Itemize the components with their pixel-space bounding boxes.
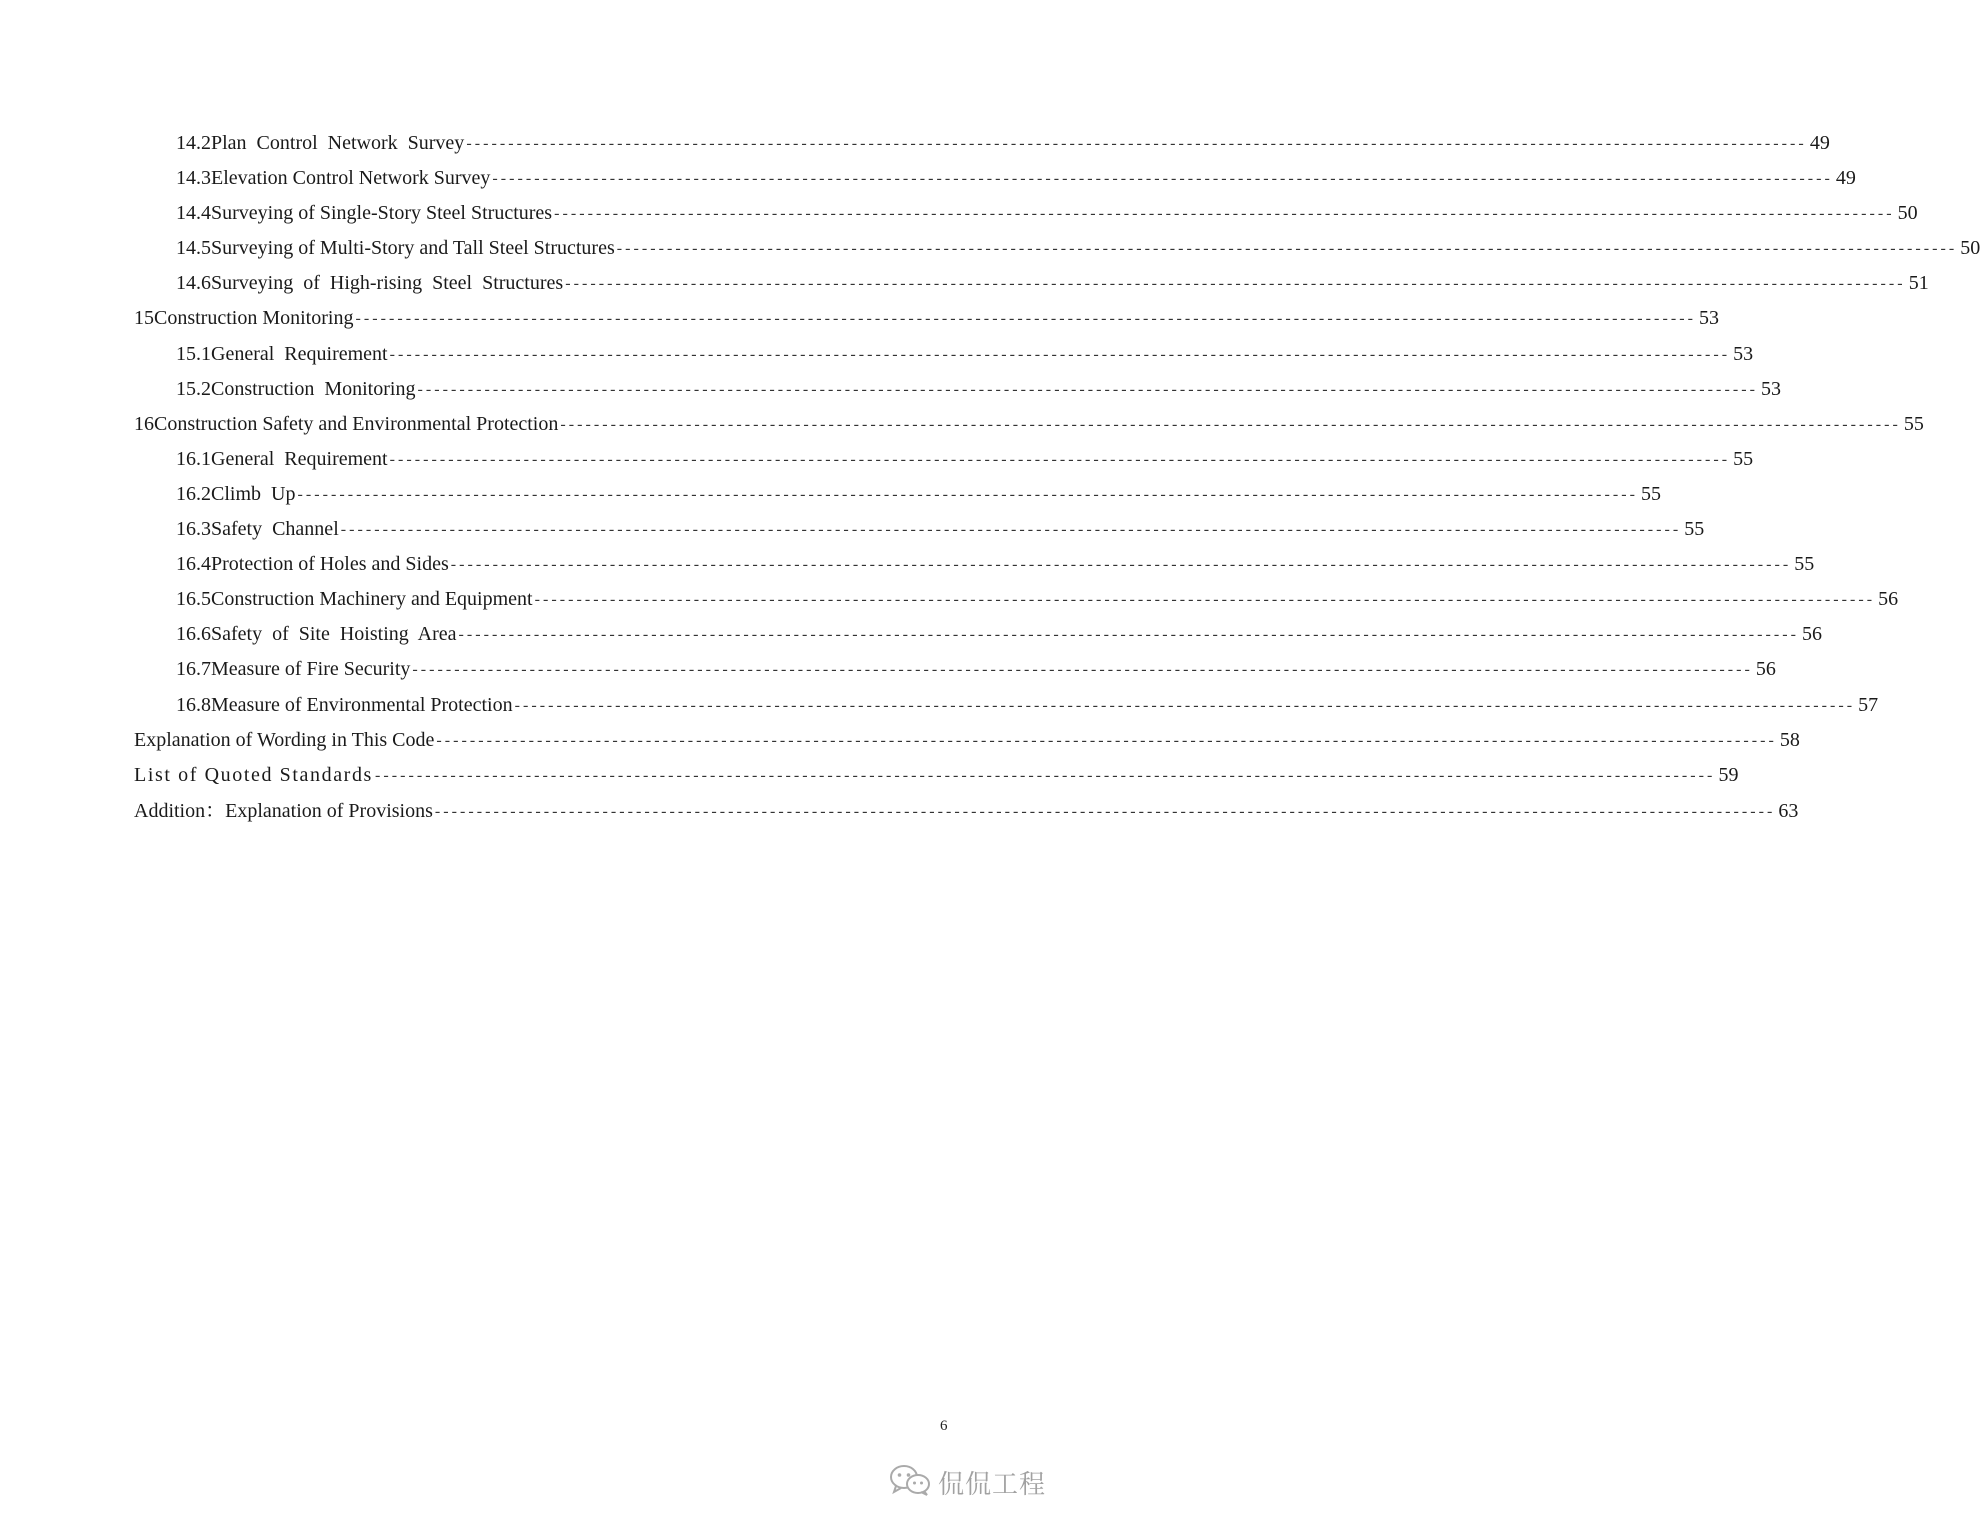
dot-leader: ---------------------------------------------------------------------------------------------------------------------------------------------------------------- [466, 135, 1807, 152]
toc-entry-page: 53 [1698, 307, 1719, 330]
toc-entry-page: 63 [1778, 799, 1799, 822]
toc-entry-page: 55 [1903, 412, 1924, 435]
toc-entry-page: 59 [1718, 763, 1739, 786]
toc-entry-page: 56 [1755, 658, 1776, 681]
toc-entry [0, 196, 1918, 231]
toc-entry-page: 57 [1858, 693, 1879, 716]
toc-entry-page: 51 [1908, 272, 1929, 295]
toc-entry-number: 14.5 [176, 237, 211, 260]
toc-entry-title: Explanation of Wording in This Code [134, 728, 435, 751]
dot-leader: ---------------------------------------------------------------------------------------------------------------------------------------------------------------- [534, 591, 1876, 609]
toc-entry-page: 55 [1794, 553, 1815, 576]
toc-entry [0, 794, 1799, 829]
toc-entry-title: Addition：Explanation of Provisions [134, 799, 433, 822]
toc-entry-number: 16.2 [176, 482, 211, 505]
toc-entry [0, 477, 1661, 512]
toc-entry-number: 15.1 [176, 342, 211, 365]
toc-entry-title: Elevation Control Network Survey [211, 167, 491, 190]
toc-entry-page: 50 [1897, 202, 1918, 225]
dot-leader: ---------------------------------------------------------------------------------------------------------------------------------------------------------------- [389, 450, 1731, 468]
toc-entry [0, 688, 1879, 723]
toc-entry-title: General Requirement [211, 447, 388, 470]
toc-entry-title: Construction Monitoring [154, 307, 354, 330]
toc-entry-title: Measure of Fire Security [211, 658, 411, 681]
toc-entry [0, 442, 1754, 477]
dot-leader: ---------------------------------------------------------------------------------------------------------------------------------------------------------------- [297, 485, 1638, 503]
toc-entry-number: 14.2 [176, 132, 211, 154]
dot-leader: ---------------------------------------------------------------------------------------------------------------------------------------------------------------- [458, 626, 1800, 644]
toc-entry [0, 723, 1800, 758]
toc-entry [0, 407, 1924, 442]
toc-entry-title: Protection of Holes and Sides [211, 553, 449, 576]
watermark-text: 侃侃工程 [938, 1469, 1047, 1500]
dot-leader: ---------------------------------------------------------------------------------------------------------------------------------------------------------------- [374, 766, 1716, 784]
toc-entry [0, 582, 1899, 617]
toc-entry-title: Safety of Site Hoisting Area [211, 623, 457, 646]
toc-entry-title: Construction Machinery and Equipment [211, 588, 533, 611]
toc-entry-title: Safety Channel [211, 518, 339, 541]
toc-entry [0, 337, 1754, 372]
table-of-contents [0, 126, 1980, 829]
toc-entry-number: 16.4 [176, 553, 211, 576]
toc-entry-number: 14.4 [176, 202, 211, 225]
toc-entry-number: 16.8 [176, 693, 211, 716]
dot-leader: ---------------------------------------------------------------------------------------------------------------------------------------------------------------- [434, 802, 1776, 820]
toc-entry [0, 161, 1856, 196]
toc-entry-page: 49 [1809, 132, 1830, 154]
toc-entry-page: 56 [1802, 623, 1823, 646]
dot-leader: ---------------------------------------------------------------------------------------------------------------------------------------------------------------- [417, 380, 1758, 398]
toc-entry-page: 55 [1733, 447, 1754, 470]
dot-leader: ---------------------------------------------------------------------------------------------------------------------------------------------------------------- [554, 205, 1895, 223]
toc-entry-page: 58 [1779, 728, 1800, 751]
watermark [888, 1462, 1046, 1502]
toc-entry-number: 15.2 [176, 377, 211, 400]
toc-entry-title: Plan Control Network Survey [211, 132, 465, 154]
toc-entry [0, 652, 1776, 687]
dot-leader: ---------------------------------------------------------------------------------------------------------------------------------------------------------------- [565, 275, 1906, 293]
toc-entry-title: Surveying of Single-Story Steel Structures [211, 202, 553, 225]
toc-entry [0, 617, 1823, 652]
toc-entry-number: 16 [134, 412, 154, 435]
toc-entry-page: 50 [1960, 237, 1980, 260]
toc-entry [0, 301, 1719, 336]
toc-entry-title: Construction Safety and Environmental Protection [154, 412, 559, 435]
toc-entry-number: 16.5 [176, 588, 211, 611]
dot-leader: ---------------------------------------------------------------------------------------------------------------------------------------------------------------- [436, 731, 1777, 749]
toc-entry-page: 55 [1684, 518, 1705, 541]
dot-leader: ---------------------------------------------------------------------------------------------------------------------------------------------------------------- [450, 556, 1792, 574]
toc-entry-page: 53 [1733, 342, 1754, 365]
toc-entry-page: 55 [1640, 482, 1661, 505]
toc-entry [0, 126, 1830, 161]
toc-entry [0, 758, 1739, 793]
toc-entry-number: 16.7 [176, 658, 211, 681]
page-number: 6 [940, 1418, 948, 1434]
toc-entry-number: 15 [134, 307, 154, 330]
toc-entry-page: 49 [1835, 167, 1856, 190]
dot-leader: ---------------------------------------------------------------------------------------------------------------------------------------------------------------- [560, 415, 1901, 433]
toc-entry-title: Construction Monitoring [211, 377, 416, 400]
toc-entry-number: 14.3 [176, 167, 211, 190]
toc-entry-title: List of Quoted Standards [134, 763, 373, 786]
toc-entry-title: Surveying of High-rising Steel Structures [211, 272, 564, 295]
toc-entry-number: 16.3 [176, 518, 211, 541]
toc-entry [0, 231, 1980, 266]
toc-entry-title: Climb Up [211, 482, 296, 505]
toc-entry-page: 53 [1760, 377, 1781, 400]
wechat-icon [888, 1463, 932, 1502]
dot-leader: ---------------------------------------------------------------------------------------------------------------------------------------------------------------- [514, 696, 1856, 714]
toc-entry [0, 372, 1781, 407]
toc-entry [0, 547, 1815, 582]
toc-entry [0, 266, 1929, 301]
dot-leader: ---------------------------------------------------------------------------------------------------------------------------------------------------------------- [355, 310, 1696, 328]
toc-entry-page: 56 [1878, 588, 1899, 611]
dot-leader: ---------------------------------------------------------------------------------------------------------------------------------------------------------------- [389, 345, 1731, 363]
toc-entry-title: Surveying of Multi-Story and Tall Steel Structures [211, 237, 615, 260]
toc-entry [0, 512, 1705, 547]
toc-entry-number: 14.6 [176, 272, 211, 295]
toc-entry-number: 16.1 [176, 447, 211, 470]
dot-leader: ---------------------------------------------------------------------------------------------------------------------------------------------------------------- [340, 521, 1682, 539]
dot-leader: ---------------------------------------------------------------------------------------------------------------------------------------------------------------- [616, 240, 1958, 258]
dot-leader: ---------------------------------------------------------------------------------------------------------------------------------------------------------------- [412, 661, 1753, 679]
toc-entry-title: General Requirement [211, 342, 388, 365]
toc-entry-title: Measure of Environmental Protection [211, 693, 513, 716]
toc-entry-number: 16.6 [176, 623, 211, 646]
dot-leader: ---------------------------------------------------------------------------------------------------------------------------------------------------------------- [492, 170, 1833, 188]
